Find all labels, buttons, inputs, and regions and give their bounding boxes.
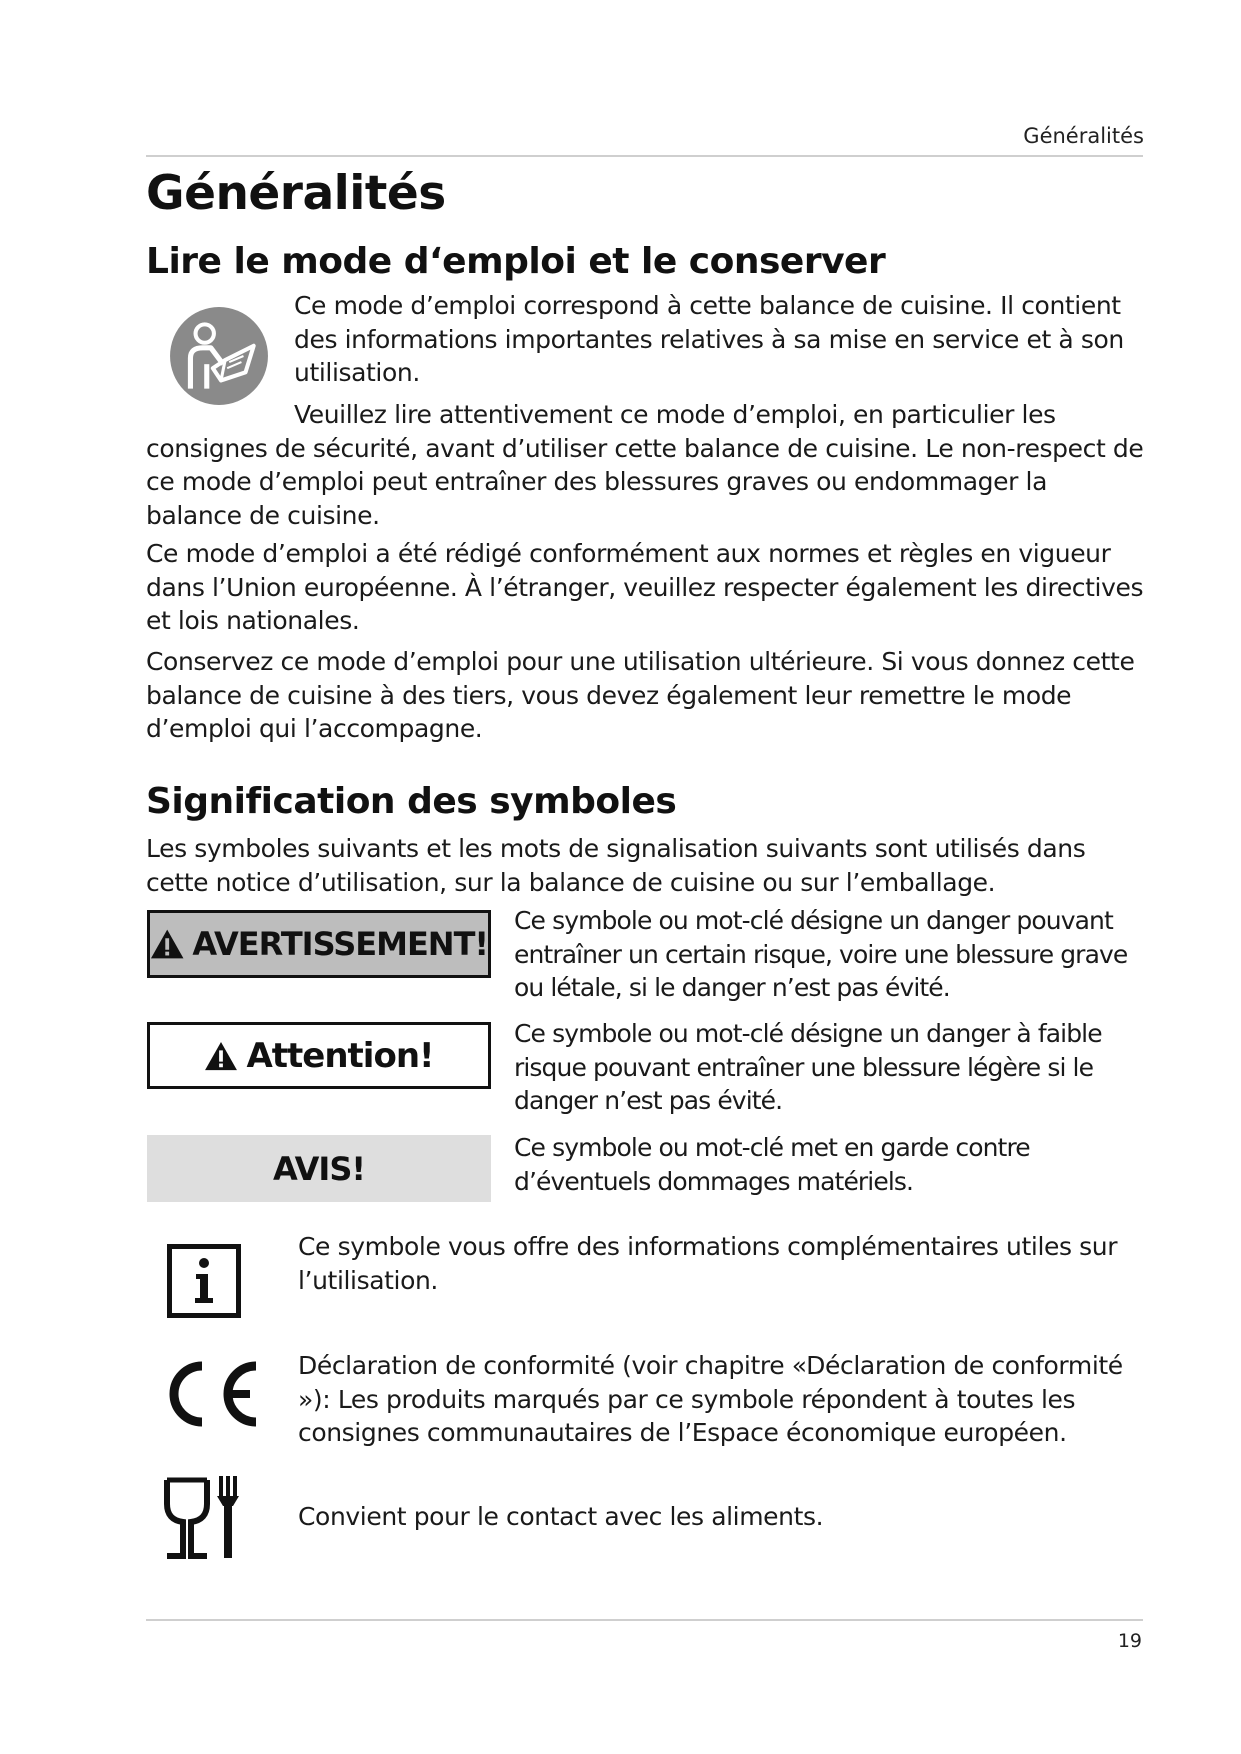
- ce-mark-icon: [160, 1356, 262, 1432]
- warning-triangle-icon: [204, 1041, 238, 1071]
- page-title: Généralités: [146, 166, 446, 221]
- footer-rule: [146, 1619, 1143, 1621]
- info-symbol-description: Ce symbole vous offre des informations complémentaires utiles sur l’utilisation.: [298, 1232, 1118, 1295]
- paragraph-symbols-intro: Les symboles suivants et les mots de signalisation suivants sont utilisés dans cette notice d’utilisation, sur la balance de cuisine ou sur l’emballage.: [146, 834, 1086, 897]
- signal-warning-label: AVERTISSEMENT!: [192, 925, 488, 963]
- signal-caution-description: Ce symbole ou mot-clé désigne un danger à faible risque pouvant entraîner une blessure légère si le danger n’est pas évité.: [514, 1019, 1102, 1115]
- signal-notice-label: AVIS!: [273, 1149, 365, 1188]
- running-header: Généralités: [1023, 124, 1144, 148]
- paragraph-keep-manual: Conservez ce mode d’emploi pour une utilisation ultérieure. Si vous donnez cette balance de cuisine à des tiers, vous devez également leur remettre le mode d’emploi qui l’accompagne.: [146, 647, 1135, 743]
- section-heading-read-manual: Lire le mode d‘emploi et le conserver: [146, 241, 886, 282]
- food-safe-symbol-description: Convient pour le contact avec les aliments.: [298, 1502, 824, 1531]
- warning-triangle-icon: [150, 928, 184, 960]
- read-manual-icon: [168, 305, 270, 407]
- paragraph-eu-standards: Ce mode d’emploi a été rédigé conformément aux normes et règles en vigueur dans l’Union européenne. À l’étranger, veuillez respecter également les directives et lois nationales.: [146, 539, 1144, 635]
- signal-caution-label: Attention!: [246, 1035, 434, 1076]
- signal-notice-box: [147, 1135, 491, 1202]
- signal-warning-box: [147, 910, 491, 978]
- paragraph-read-carefully: Veuillez lire attentivement ce mode d’emploi, en particulier les consignes de sécurité, avant d’utiliser cette balance de cuisine. Le non-respect de ce mode d’emploi peut entraîner des blessures graves ou endommager la balance de cuisine.: [146, 400, 1144, 530]
- info-icon: [167, 1244, 241, 1318]
- header-rule: [146, 155, 1143, 157]
- paragraph-manual-purpose: Ce mode d’emploi correspond à cette balance de cuisine. Il contient des informations importantes relatives à sa mise en service et à son utilisation.: [294, 291, 1124, 387]
- signal-notice-description: Ce symbole ou mot-clé met en garde contre d’éventuels dommages matériels.: [514, 1133, 1030, 1196]
- food-safe-icon: [161, 1476, 247, 1560]
- page-number: 19: [1117, 1630, 1142, 1652]
- signal-caution-box: [147, 1022, 491, 1089]
- ce-symbol-description: Déclaration de conformité (voir chapitre «Déclaration de conformité »): Les produits marqués par ce symbole répondent à toutes les consignes communautaires de l’Espace économique européen.: [298, 1351, 1123, 1447]
- signal-warning-description: Ce symbole ou mot-clé désigne un danger pouvant entraîner un certain risque, voire une blessure grave ou létale, si le danger n’est pas évité.: [514, 906, 1128, 1002]
- section-heading-symbols: Signification des symboles: [146, 781, 677, 822]
